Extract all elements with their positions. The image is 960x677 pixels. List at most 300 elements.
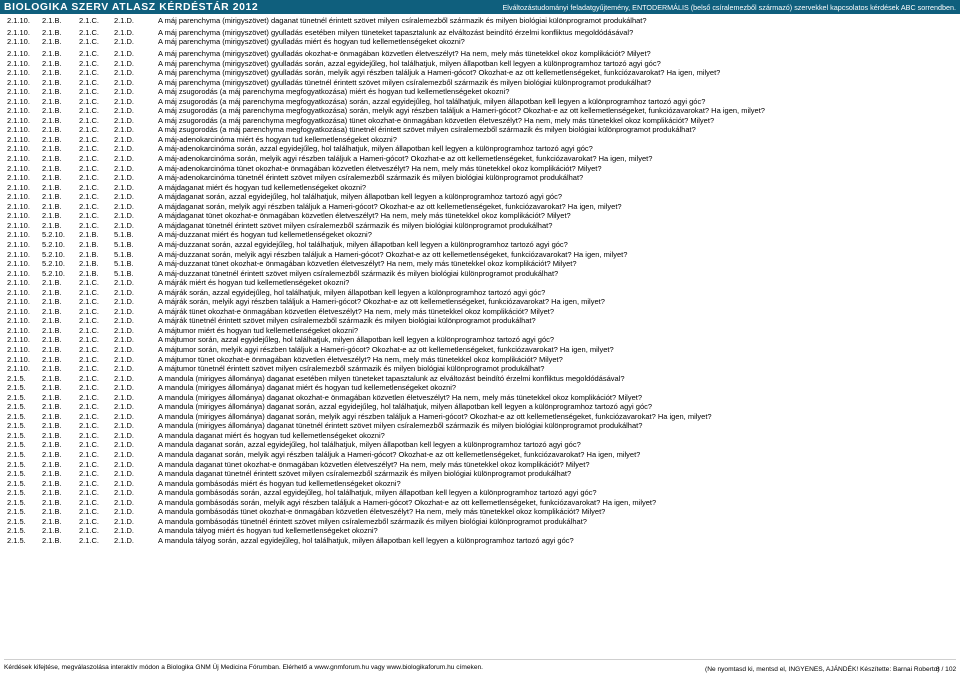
code-1: 2.1.10.	[7, 134, 30, 144]
code-3: 2.1.C.	[79, 96, 100, 106]
code-4: 2.1.D.	[114, 469, 135, 479]
header-title: BIOLOGIKA SZERV ATLASZ KÉRDÉSTÁR 2012	[4, 1, 259, 13]
question-text: A máj parenchyma (mirigyszövet) gyulladás során, melyik agyi részben találjuk a Hameri-gócot? Okozhat-e az ott kellemetlenségeket, funkciózavarokat? Ha igen, milyet?	[158, 68, 721, 78]
list-item	[0, 507, 960, 517]
code-3: 2.1.B.	[79, 268, 99, 278]
code-4: 2.1.D.	[114, 106, 135, 116]
code-4: 2.1.D.	[114, 411, 135, 421]
question-text: A májdaganat során, melyik agyi részben találjuk a Hameri-gócot? Okozhat-e az ott kellemetlenségeket, funkciózavarokat? Ha igen, milyet?	[158, 201, 622, 211]
question-text: A májrák során, melyik agyi részben találjuk a Hameri-gócot? Okozhat-e az ott kellemetlenségeket, funkciózavarokat? Ha igen, milyet?	[158, 297, 605, 307]
code-2: 2.1.B.	[42, 192, 62, 202]
code-1: 2.1.10.	[7, 268, 30, 278]
code-3: 2.1.C.	[79, 27, 100, 37]
code-3: 2.1.C.	[79, 58, 100, 68]
question-text: A májtumor tünet okozhat-e önmagában közvetlen életveszélyt? Ha nem, mely más tünetekkel okoz komplikációt? Milyet?	[158, 354, 563, 364]
code-1: 2.1.10.	[7, 125, 30, 135]
question-text: A májrák tünetnél érintett szövet milyen csíralemezből származik és milyen biológiai különprogramot produkálhat?	[158, 316, 536, 326]
code-1: 2.1.10.	[7, 106, 30, 116]
code-2: 2.1.B.	[42, 297, 62, 307]
code-4: 2.1.D.	[114, 335, 135, 345]
list-item	[0, 49, 960, 59]
question-text: A mandula gombásodás során, melyik agyi részben találjuk a Hameri-gócot? Okozhat-e az ott kellemetlenségeket, funkciózavarokat? Ha igen, milyet?	[158, 497, 657, 507]
list-item	[0, 393, 960, 403]
code-2: 2.1.B.	[42, 306, 62, 316]
code-3: 2.1.C.	[79, 421, 100, 431]
question-text: A mandula gombásodás tünet okozhat-e önmagában közvetlen életveszélyt? Ha nem, mely más tünetekkel okoz komplikációt? Milyet?	[158, 507, 606, 517]
code-3: 2.1.C.	[79, 297, 100, 307]
code-4: 2.1.D.	[114, 87, 135, 97]
question-text: A májdaganat során, azzal egyidejűleg, hol találhatjuk, milyen állapotban kell legyen a különprogramhoz tartozó agyi góc?	[158, 192, 563, 202]
question-text: A máj parenchyma (mirigyszövet) gyulladás esetében milyen tüneteket tapasztalunk az elváltozást beindító érzelmi konfliktus megoldódásával?	[158, 27, 634, 37]
question-text: A máj zsugorodás (a máj parenchyma megfogyatkozása) miért és hogyan tud kellemetlenségeket okozni?	[158, 87, 510, 97]
code-1: 2.1.10.	[7, 192, 30, 202]
code-1: 2.1.10.	[7, 58, 30, 68]
list-item	[0, 28, 960, 38]
code-1: 2.1.10.	[7, 27, 30, 37]
list-item	[0, 78, 960, 88]
code-3: 2.1.C.	[79, 411, 100, 421]
question-text: A mandula (mirigyes állománya) daganat során, melyik agyi részben találjuk a Hameri-gócot? Okozhat-e az ott kellemetlenségeket, funkciózavarokat? Ha igen, milyet?	[158, 411, 712, 421]
question-text: A mandula daganat miért és hogyan tud kellemetlenségeket okozni?	[158, 430, 385, 440]
question-text: A mandula (mirigyes állománya) daganat miért és hogyan tud kellemetlenségeket okozni?	[158, 383, 457, 393]
question-text: A máj-adenokarcinóma során, melyik agyi részben találjuk a Hameri-gócot? Okozhat-e az ott kellemetlenségeket, funkciózavarokat? Ha igen, milyet?	[158, 154, 653, 164]
code-1: 2.1.5.	[7, 411, 26, 421]
code-3: 2.1.C.	[79, 535, 100, 545]
code-4: 2.1.D.	[114, 125, 135, 135]
code-2: 2.1.B.	[42, 383, 62, 393]
code-3: 2.1.C.	[79, 182, 100, 192]
code-2: 5.2.10.	[42, 259, 65, 269]
code-2: 2.1.B.	[42, 421, 62, 431]
code-3: 2.1.C.	[79, 278, 100, 288]
code-1: 2.1.10.	[7, 239, 30, 249]
code-4: 2.1.D.	[114, 354, 135, 364]
question-text: A mandula (mirigyes állománya) daganat okozhat-e önmagában közvetlen életveszélyt? Ha nem, mely más tünetekkel okoz komplikációt? Milyet?	[158, 392, 642, 402]
list-item	[0, 536, 960, 546]
code-3: 2.1.C.	[79, 383, 100, 393]
code-2: 2.1.B.	[42, 373, 62, 383]
code-1: 2.1.10.	[7, 211, 30, 221]
list-item	[0, 211, 960, 221]
list-item	[0, 144, 960, 154]
code-1: 2.1.5.	[7, 402, 26, 412]
code-3: 2.1.C.	[79, 344, 100, 354]
code-4: 5.1.B.	[114, 230, 134, 240]
question-list	[0, 16, 960, 545]
code-3: 2.1.B.	[79, 230, 99, 240]
code-3: 2.1.C.	[79, 144, 100, 154]
question-text: A májtumor során, azzal egyidejűleg, hol találhatjuk, milyen állapotban kell legyen a különprogramhoz tartozó agyi góc?	[158, 335, 555, 345]
code-3: 2.1.C.	[79, 516, 100, 526]
code-4: 5.1.B.	[114, 268, 134, 278]
code-2: 2.1.B.	[42, 535, 62, 545]
code-4: 2.1.D.	[114, 16, 135, 25]
code-2: 2.1.B.	[42, 211, 62, 221]
code-2: 2.1.B.	[42, 125, 62, 135]
code-1: 2.1.10.	[7, 182, 30, 192]
code-1: 2.1.10.	[7, 144, 30, 154]
code-2: 2.1.B.	[42, 154, 62, 164]
list-item	[0, 498, 960, 508]
code-4: 2.1.D.	[114, 373, 135, 383]
code-2: 2.1.B.	[42, 163, 62, 173]
code-1: 2.1.10.	[7, 297, 30, 307]
code-1: 2.1.10.	[7, 230, 30, 240]
code-2: 5.2.10.	[42, 268, 65, 278]
code-4: 2.1.D.	[114, 220, 135, 230]
list-item	[0, 173, 960, 183]
code-4: 2.1.D.	[114, 201, 135, 211]
code-4: 2.1.D.	[114, 37, 135, 47]
code-1: 2.1.10.	[7, 344, 30, 354]
code-2: 2.1.B.	[42, 77, 62, 87]
code-1: 2.1.10.	[7, 77, 30, 87]
question-text: A máj parenchyma (mirigyszövet) gyulladás során, azzal egyidejűleg, hol találhatjuk, milyen állapotban kell legyen a különprogramhoz tartozó agyi góc?	[158, 58, 661, 68]
list-item	[0, 431, 960, 441]
code-2: 5.2.10.	[42, 230, 65, 240]
question-text: A májtumor miért és hogyan tud kellemetlenségeket okozni?	[158, 325, 359, 335]
code-4: 2.1.D.	[114, 526, 135, 536]
code-4: 5.1.B.	[114, 239, 134, 249]
code-4: 2.1.D.	[114, 497, 135, 507]
question-text: A májdaganat tünet okozhat-e önmagában közvetlen életveszélyt? Ha nem, mely más tünetekkel okoz komplikációt? Milyet?	[158, 211, 571, 221]
code-4: 2.1.D.	[114, 115, 135, 125]
code-2: 2.1.B.	[42, 278, 62, 288]
question-text: A mandula (mirigyes állománya) daganat esetében milyen tüneteket tapasztalunk az elváltozást beindító érzelmi konfliktus megoldódásával?	[158, 373, 625, 383]
list-item	[0, 259, 960, 269]
question-text: A máj zsugorodás (a máj parenchyma megfogyatkozása) során, melyik agyi részben találjuk a Hameri-gócot? Okozhat-e az ott kellemetlenségeket, funkciózavarokat? Ha igen, milyet?	[158, 106, 765, 116]
code-1: 2.1.5.	[7, 516, 26, 526]
code-4: 2.1.D.	[114, 402, 135, 412]
question-text: A májrák miért és hogyan tud kellemetlenségeket okozni?	[158, 278, 350, 288]
code-2: 2.1.B.	[42, 459, 62, 469]
code-2: 2.1.B.	[42, 516, 62, 526]
list-item	[0, 240, 960, 250]
list-item	[0, 307, 960, 317]
code-1: 2.1.5.	[7, 478, 26, 488]
code-4: 2.1.D.	[114, 507, 135, 517]
question-text: A mandula (mirigyes állománya) daganat tünetnél érintett szövet milyen csíralemezből származik és milyen biológiai különprogramot produkálhat?	[158, 421, 643, 431]
question-text: A máj parenchyma (mirigyszövet) daganat tünetnél érintett szövet milyen csíralemezből származik és milyen biológiai különprogramot produkálhat?	[158, 16, 647, 25]
code-2: 2.1.B.	[42, 526, 62, 536]
code-1: 2.1.10.	[7, 115, 30, 125]
code-1: 2.1.10.	[7, 249, 30, 259]
code-4: 2.1.D.	[114, 535, 135, 545]
code-2: 2.1.B.	[42, 182, 62, 192]
list-item	[0, 355, 960, 365]
question-text: A májtumor során, melyik agyi részben találjuk a Hameri-gócot? Okozhat-e az ott kellemetlenségeket, funkciózavarokat? Ha igen, milyet?	[158, 344, 614, 354]
code-3: 2.1.C.	[79, 77, 100, 87]
code-1: 2.1.10.	[7, 306, 30, 316]
code-2: 2.1.B.	[42, 325, 62, 335]
code-3: 2.1.C.	[79, 335, 100, 345]
question-text: A mandula gombásodás során, azzal egyidejűleg, hol találhatjuk, milyen állapotban kell legyen a különprogramhoz tartozó agyi góc?	[158, 488, 597, 498]
code-2: 2.1.B.	[42, 58, 62, 68]
code-3: 2.1.C.	[79, 364, 100, 374]
question-text: A máj-duzzanat tünet okozhat-e önmagában közvetlen életveszélyt? Ha nem, mely más tünetekkel okoz komplikációt? Milyet?	[158, 259, 577, 269]
question-text: A máj-adenokarcinóma miért és hogyan tud kellemetlenségeket okozni?	[158, 134, 397, 144]
code-3: 2.1.C.	[79, 526, 100, 536]
code-4: 2.1.D.	[114, 163, 135, 173]
list-item	[0, 374, 960, 384]
code-4: 2.1.D.	[114, 278, 135, 288]
code-3: 2.1.C.	[79, 201, 100, 211]
code-4: 5.1.B.	[114, 259, 134, 269]
question-text: A máj-duzzanat tünetnél érintett szövet milyen csíralemezből származik és milyen biológiai különprogramot produkálhat?	[158, 268, 559, 278]
code-2: 2.1.B.	[42, 335, 62, 345]
code-4: 2.1.D.	[114, 134, 135, 144]
code-3: 2.1.C.	[79, 287, 100, 297]
list-item	[0, 316, 960, 326]
code-4: 2.1.D.	[114, 211, 135, 221]
list-item	[0, 59, 960, 69]
code-2: 2.1.B.	[42, 488, 62, 498]
list-item	[0, 383, 960, 393]
code-3: 2.1.B.	[79, 249, 99, 259]
code-2: 2.1.B.	[42, 354, 62, 364]
question-text: A máj parenchyma (mirigyszövet) gyulladás okozhat-e önmagában közvetlen életveszélyt? Ha nem, mely más tünetekkel okoz komplikációt? Milyet?	[158, 49, 651, 59]
list-item	[0, 106, 960, 116]
code-2: 2.1.B.	[42, 134, 62, 144]
code-1: 2.1.10.	[7, 287, 30, 297]
code-3: 2.1.C.	[79, 488, 100, 498]
code-1: 2.1.5.	[7, 383, 26, 393]
code-3: 2.1.C.	[79, 134, 100, 144]
code-2: 2.1.B.	[42, 507, 62, 517]
code-4: 2.1.D.	[114, 49, 135, 59]
question-text: A máj parenchyma (mirigyszövet) gyulladás miért és hogyan tud kellemetlenségeket okozni?	[158, 37, 465, 47]
code-1: 2.1.5.	[7, 449, 26, 459]
code-3: 2.1.C.	[79, 173, 100, 183]
code-4: 2.1.D.	[114, 488, 135, 498]
list-item	[0, 87, 960, 97]
question-text: A máj-duzzanat miért és hogyan tud kellemetlenségeket okozni?	[158, 230, 372, 240]
page-number: 8 / 102	[936, 666, 957, 673]
question-text: A májtumor tünetnél érintett szövet milyen csíralemezből származik és milyen biológiai különprogramot produkálhat?	[158, 364, 545, 374]
code-3: 2.1.C.	[79, 507, 100, 517]
list-item	[0, 269, 960, 279]
question-text: A máj-duzzanat során, azzal egyidejűleg, hol találhatjuk, milyen állapotban kell legyen a különprogramhoz tartozó agyi góc?	[158, 239, 568, 249]
code-1: 2.1.10.	[7, 68, 30, 78]
code-3: 2.1.C.	[79, 37, 100, 47]
code-3: 2.1.C.	[79, 430, 100, 440]
code-1: 2.1.10.	[7, 354, 30, 364]
code-2: 2.1.B.	[42, 497, 62, 507]
list-item	[0, 364, 960, 374]
list-item	[0, 192, 960, 202]
list-item	[0, 68, 960, 78]
question-text: A máj parenchyma (mirigyszövet) gyulladás tünetnél érintett szövet milyen csíralemezből származik és milyen biológiai különprogramot produkálhat?	[158, 77, 652, 87]
code-2: 2.1.B.	[42, 364, 62, 374]
code-4: 2.1.D.	[114, 430, 135, 440]
code-1: 2.1.5.	[7, 526, 26, 536]
question-text: A mandula daganat tünet okozhat-e önmagában közvetlen életveszélyt? Ha nem, mely más tünetekkel okoz komplikációt? Milyet?	[158, 459, 590, 469]
list-item	[0, 469, 960, 479]
code-4: 2.1.D.	[114, 316, 135, 326]
question-text: A máj-adenokarcinóma tünetnél érintett szövet milyen csíralemezből származik és milyen biológiai különprogramot produkálhat?	[158, 173, 584, 183]
code-1: 2.1.10.	[7, 96, 30, 106]
question-text: A mandula daganat során, azzal egyidejűleg, hol találhatjuk, milyen állapotban kell legyen a különprogramhoz tartozó agyi góc?	[158, 440, 581, 450]
code-2: 2.1.B.	[42, 96, 62, 106]
code-1: 2.1.5.	[7, 459, 26, 469]
code-4: 2.1.D.	[114, 182, 135, 192]
list-item	[0, 412, 960, 422]
code-3: 2.1.C.	[79, 402, 100, 412]
code-4: 2.1.D.	[114, 297, 135, 307]
question-text: A máj-duzzanat során, melyik agyi részben találjuk a Hameri-gócot? Okozhat-e az ott kellemetlenségeket, funkciózavarokat? Ha igen, milyet?	[158, 249, 628, 259]
list-item	[0, 479, 960, 489]
code-2: 2.1.B.	[42, 316, 62, 326]
list-item	[0, 230, 960, 240]
code-1: 2.1.10.	[7, 278, 30, 288]
list-item	[0, 97, 960, 107]
code-3: 2.1.C.	[79, 392, 100, 402]
code-2: 5.2.10.	[42, 249, 65, 259]
code-3: 2.1.C.	[79, 325, 100, 335]
code-3: 2.1.C.	[79, 354, 100, 364]
list-item	[0, 125, 960, 135]
code-2: 2.1.B.	[42, 344, 62, 354]
code-2: 2.1.B.	[42, 449, 62, 459]
footer-author-note: (Ne nyomtasd ki, mentsd el, INGYENES, AJÁNDÉK! Készítette: Barnai Roberto)	[705, 666, 940, 673]
code-3: 2.1.C.	[79, 49, 100, 59]
question-text: A mandula gombásodás tünetnél érintett szövet milyen csíralemezből származik és milyen biológiai különprogramot produkálhat?	[158, 516, 587, 526]
list-item	[0, 116, 960, 126]
list-item	[0, 526, 960, 536]
code-2: 2.1.B.	[42, 402, 62, 412]
code-4: 2.1.D.	[114, 192, 135, 202]
code-2: 2.1.B.	[42, 16, 62, 25]
question-text: A mandula gombásodás miért és hogyan tud kellemetlenségeket okozni?	[158, 478, 401, 488]
code-4: 2.1.D.	[114, 68, 135, 78]
code-1: 2.1.5.	[7, 421, 26, 431]
code-3: 2.1.B.	[79, 239, 99, 249]
list-item	[0, 135, 960, 145]
code-2: 2.1.B.	[42, 144, 62, 154]
code-1: 2.1.10.	[7, 37, 30, 47]
code-1: 2.1.10.	[7, 220, 30, 230]
list-item	[0, 326, 960, 336]
code-2: 2.1.B.	[42, 287, 62, 297]
code-3: 2.1.C.	[79, 154, 100, 164]
code-3: 2.1.C.	[79, 478, 100, 488]
code-3: 2.1.C.	[79, 125, 100, 135]
list-item	[0, 517, 960, 527]
code-1: 2.1.10.	[7, 16, 30, 25]
code-2: 2.1.B.	[42, 173, 62, 183]
code-2: 2.1.B.	[42, 220, 62, 230]
list-item	[0, 488, 960, 498]
code-1: 2.1.10.	[7, 316, 30, 326]
code-2: 2.1.B.	[42, 115, 62, 125]
code-4: 2.1.D.	[114, 459, 135, 469]
list-item	[0, 250, 960, 260]
code-4: 2.1.D.	[114, 383, 135, 393]
code-4: 2.1.D.	[114, 449, 135, 459]
code-2: 2.1.B.	[42, 478, 62, 488]
code-2: 2.1.B.	[42, 27, 62, 37]
question-text: A mandula daganat tünetnél érintett szövet milyen csíralemezből származik és milyen biológiai különprogramot produkálhat?	[158, 469, 572, 479]
list-item	[0, 335, 960, 345]
code-4: 2.1.D.	[114, 421, 135, 431]
code-4: 2.1.D.	[114, 173, 135, 183]
code-4: 2.1.D.	[114, 77, 135, 87]
code-2: 2.1.B.	[42, 469, 62, 479]
list-item	[0, 154, 960, 164]
code-2: 2.1.B.	[42, 68, 62, 78]
code-1: 2.1.5.	[7, 535, 26, 545]
code-1: 2.1.10.	[7, 154, 30, 164]
code-3: 2.1.C.	[79, 192, 100, 202]
code-3: 2.1.C.	[79, 306, 100, 316]
code-3: 2.1.B.	[79, 259, 99, 269]
question-text: A mandula daganat során, melyik agyi részben találjuk a Hameri-gócot? Okozhat-e az ott kellemetlenségeket, funkciózavarokat? Ha igen, milyet?	[158, 449, 641, 459]
list-item	[0, 288, 960, 298]
code-3: 2.1.C.	[79, 469, 100, 479]
question-text: A máj zsugorodás (a máj parenchyma megfogyatkozása) tünet okozhat-e önmagában közvetlen életveszélyt? Ha nem, mely más tünetekkel okoz komplikációt? Milyet?	[158, 115, 715, 125]
code-3: 2.1.C.	[79, 163, 100, 173]
code-2: 2.1.B.	[42, 37, 62, 47]
code-4: 5.1.B.	[114, 249, 134, 259]
code-3: 2.1.C.	[79, 87, 100, 97]
code-3: 2.1.C.	[79, 115, 100, 125]
code-1: 2.1.10.	[7, 259, 30, 269]
code-3: 2.1.C.	[79, 459, 100, 469]
code-2: 2.1.B.	[42, 411, 62, 421]
code-4: 2.1.D.	[114, 58, 135, 68]
code-2: 2.1.B.	[42, 392, 62, 402]
code-1: 2.1.5.	[7, 373, 26, 383]
code-4: 2.1.D.	[114, 440, 135, 450]
question-text: A mandula tályog során, azzal egyidejűleg, hol találhatjuk, milyen állapotban kell legyen a különprogramhoz tartozó agyi góc?	[158, 535, 574, 545]
question-text: A máj zsugorodás (a máj parenchyma megfogyatkozása) tünetnél érintett szövet milyen csíralemezből származik és milyen biológiai különprogramot produkálhat?	[158, 125, 696, 135]
code-1: 2.1.10.	[7, 335, 30, 345]
code-4: 2.1.D.	[114, 392, 135, 402]
code-4: 2.1.D.	[114, 344, 135, 354]
question-text: A máj zsugorodás (a máj parenchyma megfogyatkozása) során, azzal egyidejűleg, hol találhatjuk, milyen állapotban kell legyen a különprogramhoz tartozó agyi góc?	[158, 96, 706, 106]
code-1: 2.1.10.	[7, 163, 30, 173]
list-item	[0, 221, 960, 231]
question-text: A máj-adenokarcinóma tünet okozhat-e önmagában közvetlen életveszélyt? Ha nem, mely más tünetekkel okoz komplikációt? Milyet?	[158, 163, 602, 173]
code-4: 2.1.D.	[114, 364, 135, 374]
code-4: 2.1.D.	[114, 27, 135, 37]
code-4: 2.1.D.	[114, 306, 135, 316]
header-subtitle: Elváltozástudományi feladatgyűjtemény, ENTODERMÁLIS (belső csíralemezből származó) szervekkel kapcsolatos kérdések ABC sorrendben.	[502, 2, 956, 12]
list-item	[0, 16, 960, 26]
question-text: A májdaganat tünetnél érintett szövet milyen csíralemezből származik és milyen biológiai különprogramot produkálhat?	[158, 220, 553, 230]
code-4: 2.1.D.	[114, 96, 135, 106]
code-3: 2.1.C.	[79, 220, 100, 230]
code-1: 2.1.5.	[7, 469, 26, 479]
code-1: 2.1.5.	[7, 440, 26, 450]
question-text: A mandula (mirigyes állománya) daganat során, azzal egyidejűleg, hol találhatjuk, milyen állapotban kell legyen a különprogramhoz tartozó agyi góc?	[158, 402, 653, 412]
footer-divider	[4, 659, 956, 660]
question-text: A májdaganat miért és hogyan tud kellemetlenségeket okozni?	[158, 182, 367, 192]
code-3: 2.1.C.	[79, 373, 100, 383]
code-3: 2.1.C.	[79, 106, 100, 116]
page-footer	[0, 663, 960, 675]
code-2: 5.2.10.	[42, 239, 65, 249]
code-3: 2.1.C.	[79, 68, 100, 78]
code-4: 2.1.D.	[114, 154, 135, 164]
question-text: A májrák során, azzal egyidejűleg, hol találhatjuk, milyen állapotban kell legyen a különprogramhoz tartozó agyi góc?	[158, 287, 546, 297]
code-2: 2.1.B.	[42, 87, 62, 97]
code-1: 2.1.5.	[7, 392, 26, 402]
list-item	[0, 183, 960, 193]
code-1: 2.1.5.	[7, 497, 26, 507]
code-1: 2.1.10.	[7, 325, 30, 335]
list-item	[0, 297, 960, 307]
